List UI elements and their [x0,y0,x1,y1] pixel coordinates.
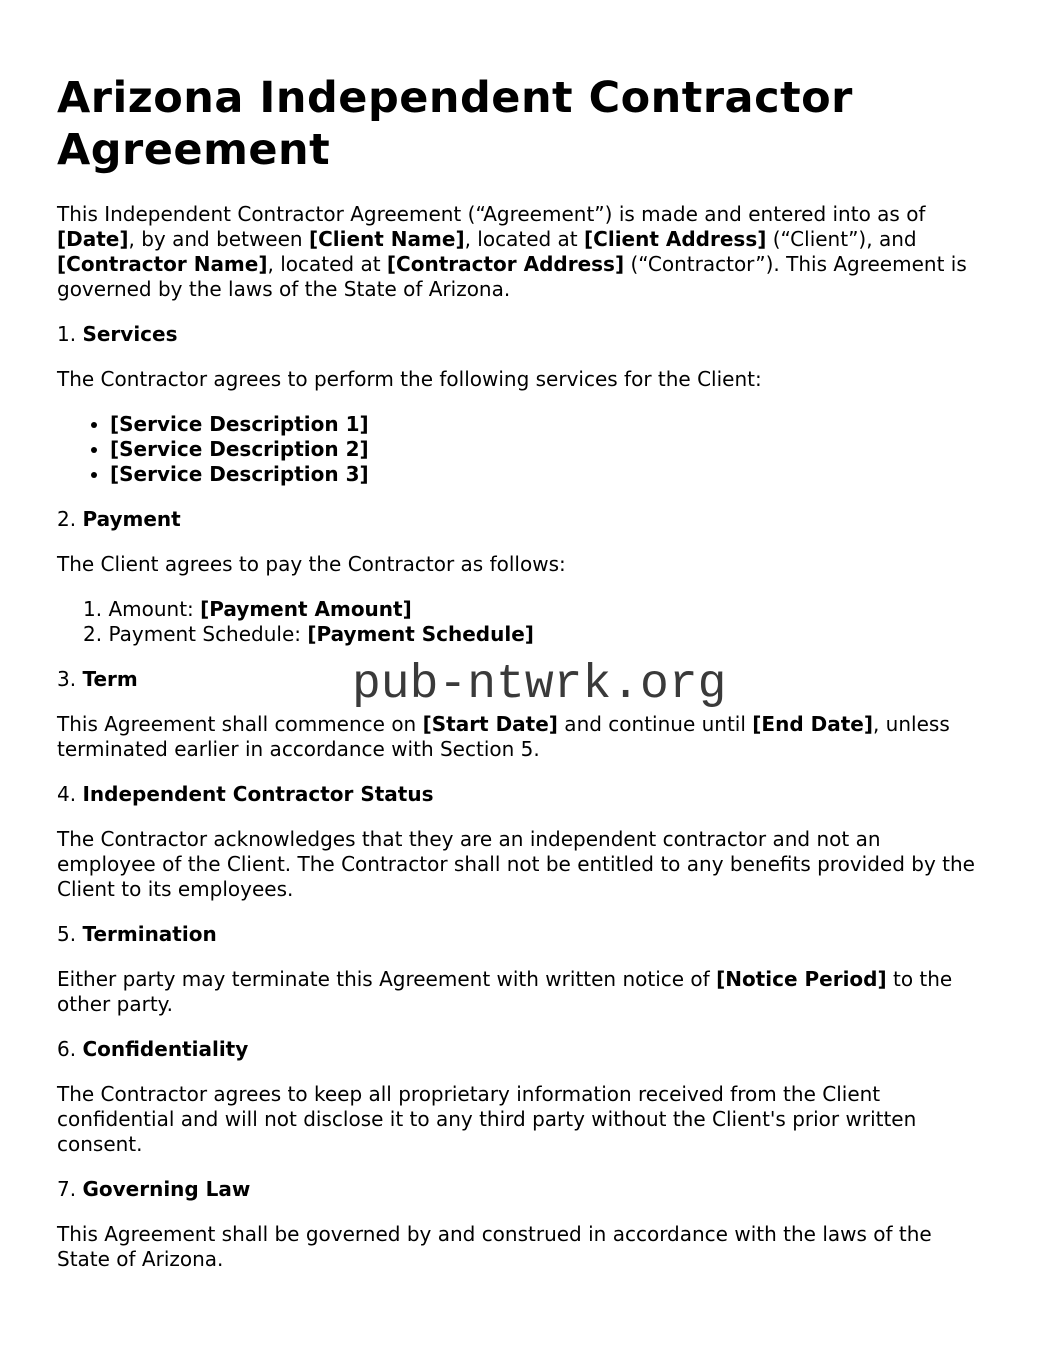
service-bullet-list [57,412,980,487]
section-number: 6. [57,1037,77,1061]
section-number: 3. [57,667,77,691]
section-independent-contractor-status [57,782,980,902]
section-title: Confidentiality [82,1037,249,1061]
services-lead-paragraph: The Contractor agrees to perform the following services for the Client: [57,367,762,391]
placeholder-end-date: [End Date] [752,712,873,736]
item-label: Payment Schedule: [108,622,308,646]
section-services [57,322,980,487]
section-confidentiality [57,1037,980,1157]
confidentiality-paragraph: The Contractor agrees to keep all proprietary information received from the Client confidential and will not disclose it to any third party without the Client's prior written consent. [57,1082,917,1156]
section-heading-termination [57,922,980,947]
bullet-item: • [Service Description 2] [110,437,980,462]
term-paragraph [57,712,980,762]
placeholder-contractor-address: [Contractor Address] [386,252,625,276]
section-title: Governing Law [82,1177,251,1201]
placeholder-date: [Date] [57,227,129,251]
section-governing-law [57,1177,980,1272]
section-number: 2. [57,507,77,531]
section-heading-governing-law [57,1177,980,1202]
document-title: Arizona Independent Contractor Agreement [57,73,853,175]
section-termination [57,922,980,1017]
placeholder-payment-amount: [Payment Amount] [200,597,412,621]
site-watermark: pub-ntwrk.org [352,658,727,712]
section-number: 7. [57,1177,77,1201]
text-segment: (“Contractor”). This Agreement is governed by the laws of the State of Arizona. [57,252,967,301]
payment-lead-paragraph: The Client agrees to pay the Contractor as follows: [57,552,566,576]
section-title: Payment [82,507,181,531]
text-segment: , located at [464,227,585,251]
placeholder-notice-period: [Notice Period] [716,967,887,991]
placeholder-client-name: [Client Name] [308,227,465,251]
placeholder-client-address: [Client Address] [584,227,767,251]
section-heading-confidentiality [57,1037,980,1062]
numbered-item [83,597,980,622]
text-segment: This Independent Contractor Agreement (“Agreement”) is made and entered into as of [57,202,926,226]
item-label: Amount: [108,597,201,621]
placeholder-contractor-name: [Contractor Name] [57,252,268,276]
text-segment: (“Client”), and [766,227,917,251]
item-number: 2. [83,622,109,646]
text-segment: , located at [267,252,387,276]
termination-paragraph [57,967,980,1017]
section-payment [57,507,980,647]
intro-paragraph [57,202,980,302]
section-number: 5. [57,922,77,946]
text-segment: Either party may terminate this Agreement with written notice of [57,967,717,991]
text-segment: , unless terminated earlier in accordance with Section 5. [57,712,950,761]
text-segment: and continue until [557,712,753,736]
bullet-item: • [Service Description 1] [110,412,980,437]
section-number: 1. [57,322,77,346]
item-number: 1. [83,597,109,621]
payment-numbered-list [57,597,980,647]
section-heading-payment [57,507,980,532]
governing-law-paragraph: This Agreement shall be governed by and construed in accordance with the laws of the State of Arizona. [57,1222,932,1271]
status-paragraph: The Contractor acknowledges that they are an independent contractor and not an employee of the Client. The Contractor shall not be entitled to any benefits provided by the Client to its employees. [57,827,975,901]
text-segment: , by and between [128,227,309,251]
text-segment: to the other party. [57,967,953,1016]
section-title: Services [82,322,178,346]
numbered-item [83,622,980,647]
section-heading-status [57,782,980,807]
section-number: 4. [57,782,77,806]
section-title: Termination [82,922,217,946]
placeholder-start-date: [Start Date] [422,712,558,736]
section-heading-services [57,322,980,347]
section-title: Independent Contractor Status [82,782,434,806]
section-title: Term [82,667,138,691]
bullet-item: • [Service Description 3] [110,462,980,487]
placeholder-payment-schedule: [Payment Schedule] [307,622,534,646]
text-segment: This Agreement shall commence on [57,712,423,736]
